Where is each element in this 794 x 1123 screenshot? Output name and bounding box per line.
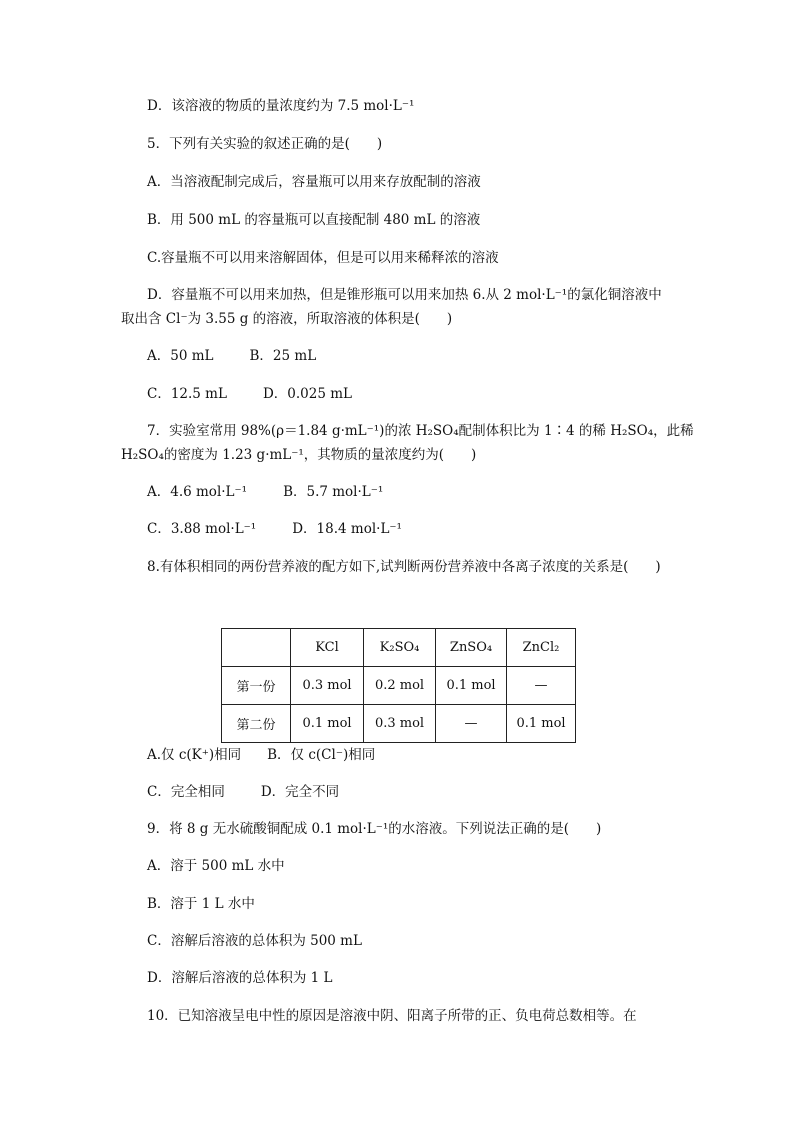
nutrient-formula-table: [221, 628, 576, 743]
table-header-row: [222, 629, 576, 667]
q5-option-b: B．用 500 mL 的容量瓶可以直接配制 480 mL 的溶液: [147, 212, 481, 228]
table-cell: 0.3 mol: [291, 667, 364, 705]
q7-options-row2: [147, 520, 402, 538]
q6-stem-line2: 取出含 Cl⁻为 3.55 g 的溶液，所取溶液的体积是( ): [121, 311, 453, 327]
q5-option-a: A．当溶液配制完成后，容量瓶可以用来存放配制的溶液: [147, 174, 481, 190]
table-row: [222, 705, 576, 743]
q8-options-row1: [147, 746, 375, 764]
q6-option-c: C．12.5 mL: [147, 386, 227, 402]
q6-option-a: A．50 mL: [147, 348, 214, 364]
table-cell: 第二份: [222, 705, 291, 743]
q7-options-row1: [147, 483, 383, 501]
q7-stem-line1: 7．实验室常用 98%(ρ＝1.84 g·mL⁻¹)的浓 H₂SO₄配制体积比为 1∶4 的稀 H₂SO₄，此稀: [147, 423, 694, 439]
q9-option-b: B．溶于 1 L 水中: [147, 896, 255, 912]
table-cell: 0.1 mol: [436, 667, 507, 705]
table-row: [222, 667, 576, 705]
q5-option-c: C.容量瓶不可以用来溶解固体，但是可以用来稀释浓的溶液: [147, 250, 499, 266]
table-header-cell: [222, 629, 291, 667]
table-cell: 0.1 mol: [507, 705, 576, 743]
q9-option-c: C．溶解后溶液的总体积为 500 mL: [147, 933, 362, 949]
q4-option-d: D．该溶液的物质的量浓度约为 7.5 mol·L⁻¹: [147, 98, 415, 114]
q7-stem-line2: H₂SO₄的密度为 1.23 g·mL⁻¹，其物质的量浓度约为( ): [121, 447, 477, 463]
q8-options-row2: [147, 783, 339, 801]
table-cell: —: [507, 667, 576, 705]
q7-option-d: D．18.4 mol·L⁻¹: [292, 521, 402, 537]
q10-stem-line1: 10．已知溶液呈电中性的原因是溶液中阴、阳离子所带的正、负电荷总数相等。在: [147, 1008, 637, 1024]
q5-stem: 5．下列有关实验的叙述正确的是( ): [147, 136, 383, 152]
table-header-cell: K₂SO₄: [364, 629, 436, 667]
table-cell: 0.2 mol: [364, 667, 436, 705]
q6-options-row1: [147, 347, 316, 365]
q9-option-a: A．溶于 500 mL 水中: [147, 858, 285, 874]
q6-option-d: D．0.025 mL: [262, 386, 352, 402]
q6-option-b: B．25 mL: [249, 348, 317, 364]
q9-stem: 9．将 8 g 无水硫酸铜配成 0.1 mol·L⁻¹的水溶液。下列说法正确的是( ): [147, 821, 602, 837]
q5-option-d-line1: D．容量瓶不可以用来加热，但是锥形瓶可以用来加热 6.从 2 mol·L⁻¹的氯化铜溶液中: [147, 287, 662, 303]
table-header-cell: ZnSO₄: [436, 629, 507, 667]
q8-option-d: D．完全不同: [260, 784, 340, 800]
table-cell: 第一份: [222, 667, 291, 705]
q8-option-c: C．完全相同: [147, 784, 225, 800]
table-cell: 0.3 mol: [364, 705, 436, 743]
q6-options-row2: [147, 385, 352, 403]
table-cell: 0.1 mol: [291, 705, 364, 743]
table-cell: —: [436, 705, 507, 743]
q8-option-b: B．仅 c(Cl⁻)相同: [267, 747, 376, 763]
q7-option-c: C．3.88 mol·L⁻¹: [147, 521, 257, 537]
q7-option-a: A．4.6 mol·L⁻¹: [147, 484, 248, 500]
table-header-cell: ZnCl₂: [507, 629, 576, 667]
q8-option-a: A.仅 c(K⁺)相同: [147, 747, 242, 763]
q7-option-b: B．5.7 mol·L⁻¹: [283, 484, 384, 500]
q9-option-d: D．溶解后溶液的总体积为 1 L: [147, 970, 333, 986]
table-header-cell: KCl: [291, 629, 364, 667]
q8-stem: 8.有体积相同的两份营养液的配方如下,试判断两份营养液中各离子浓度的关系是( ): [147, 559, 661, 575]
